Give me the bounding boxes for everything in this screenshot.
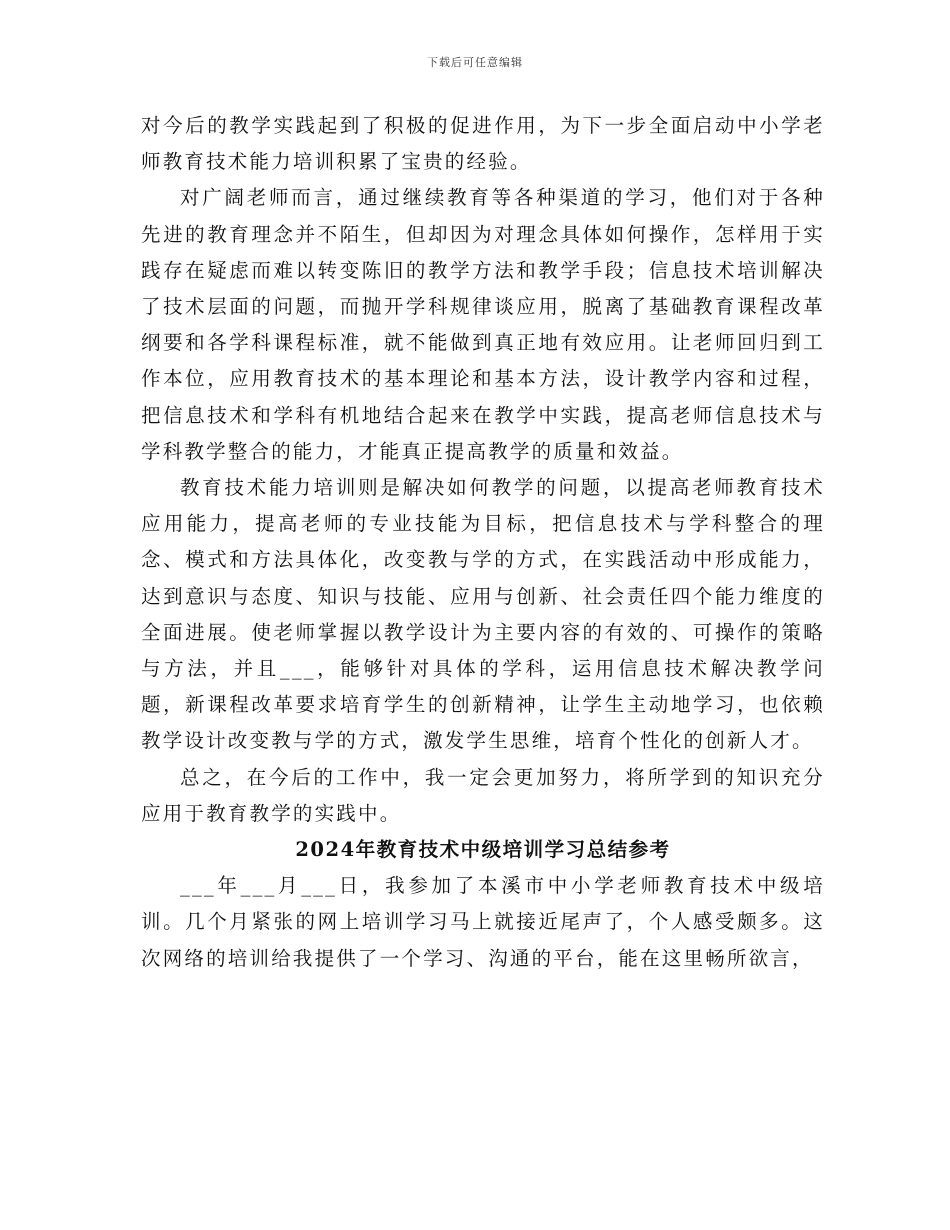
paragraph-continuation: 对今后的教学实践起到了积极的促进作用，为下一步全面启动中小学老师教育技术能力培训积累了宝贵的经验。 bbox=[141, 114, 825, 174]
paragraph-teachers: 对广阔老师而言，通过继续教育等各种渠道的学习，他们对于各种先进的教育理念并不陌生，但却因为对理念具体如何操作，怎样用于实践存在疑虑而难以转变陈旧的教学方法和教学手段；信息技术培训解决了技术层面的问题，而抛开学科规律谈应用，脱离了基础教育课程改革纲要和各学科课程标准，就不能做到真正地有效应用。让老师回归到工作本位，应用教育技术的基本理论和基本方法，设计教学内容和过程，把信息技术和学科有机地结合起来在教学中实践，提高老师信息技术与学科教学整合的能力，才能真正提高教学的质量和效益。 bbox=[141, 186, 825, 463]
paragraph-training: 教育技术能力培训则是解决如何教学的问题，以提高老师教育技术应用能力，提高老师的专业技能为目标，把信息技术与学科整合的理念、模式和方法具体化，改变教与学的方式，在实践活动中形成能力，达到意识与态度、知识与技能、应用与创新、社会责任四个能力维度的全面进展。使老师掌握以教学设计为主要内容的有效的、可操作的策略与方法，并且___，能够针对具体的学科，运用信息技术解决教学问题，新课程改革要求培育学生的创新精神，让学生主动地学习，也依赖教学设计改变教与学的方式，激发学生思维，培育个性化的创新人才。 bbox=[141, 476, 825, 753]
header-note: 下载后可任意编辑 bbox=[427, 56, 523, 69]
section-title: 2024年教育技术中级培训学习总结参考 bbox=[295, 838, 671, 862]
paragraph-section-intro: ___年___月___日，我参加了本溪市中小学老师教育技术中级培训。几个月紧张的网上培训学习马上就接近尾声了，个人感受颇多。这次网络的培训给我提供了一个学习、沟通的平台，能在这里畅所欲言， bbox=[141, 874, 825, 970]
paragraph-conclusion: 总之，在今后的工作中，我一定会更加努力，将所学到的知识充分应用于教育教学的实践中。 bbox=[141, 765, 825, 825]
document-body bbox=[141, 108, 825, 977]
